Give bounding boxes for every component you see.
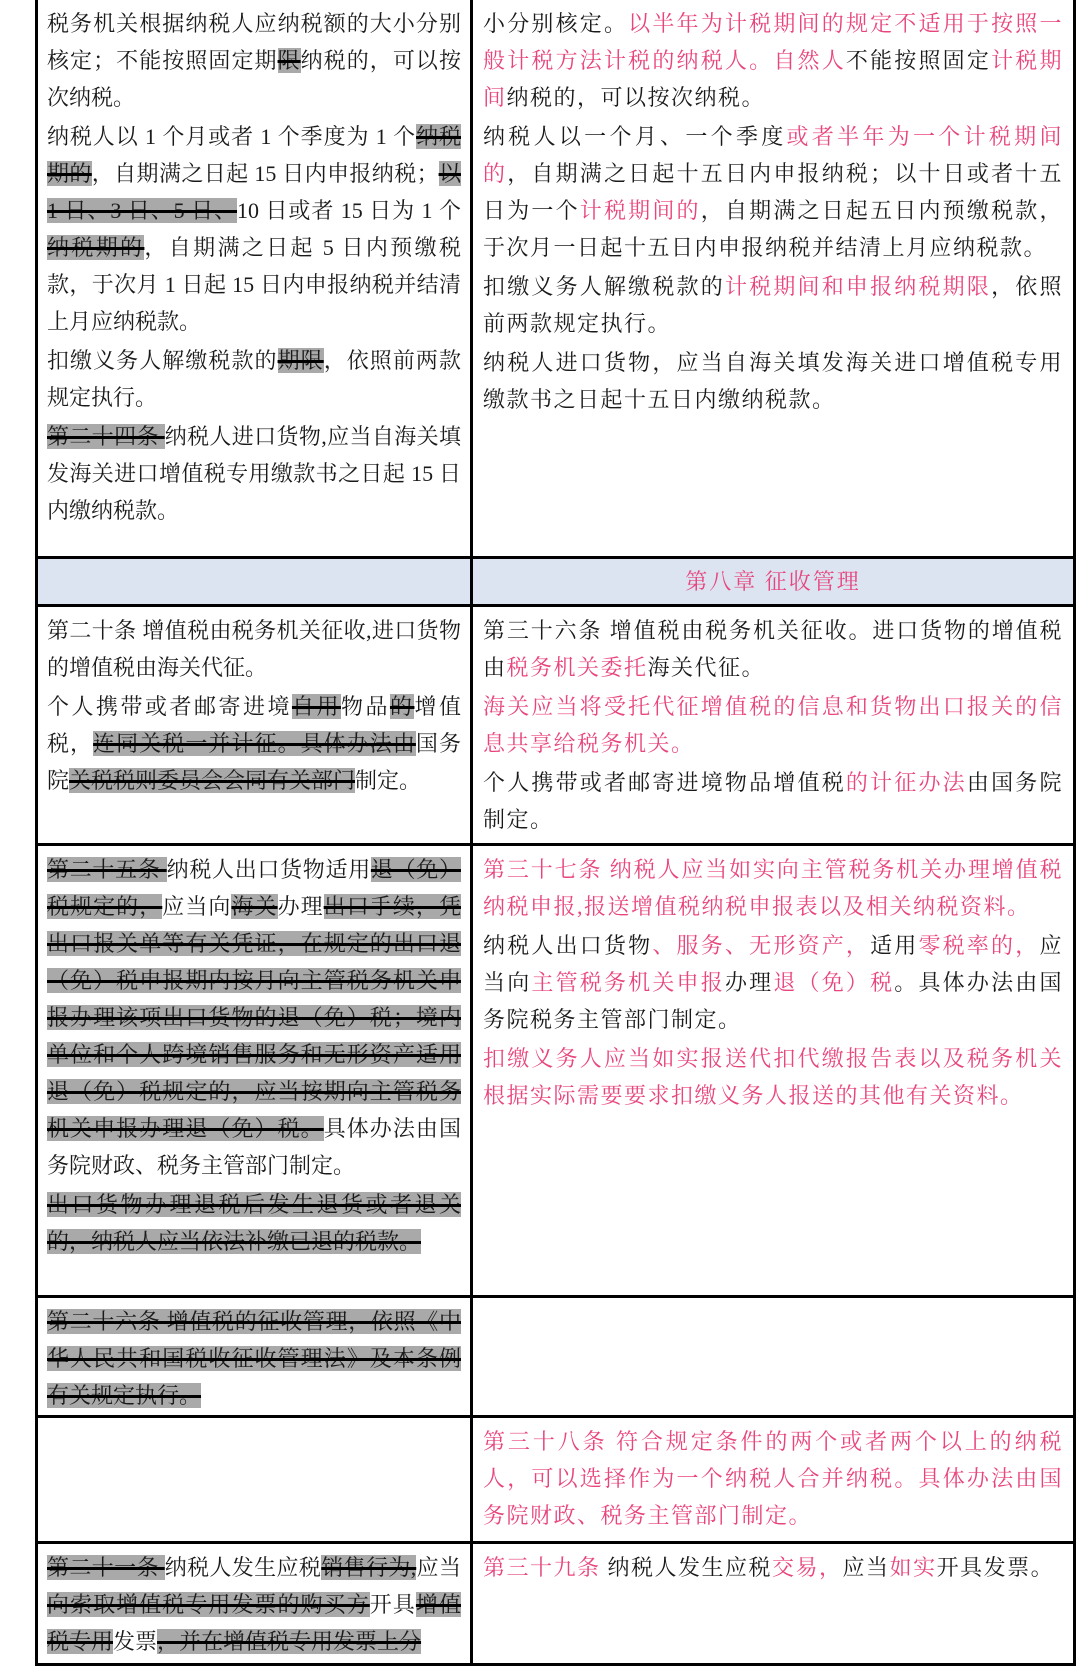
paragraph <box>483 1423 1063 1534</box>
comparison-row <box>38 1541 1073 1663</box>
chapter-cell-left <box>38 559 473 604</box>
text-run-normal: 发票 <box>113 1629 158 1654</box>
text-run-normal: 纳税人以 1 个月或者 1 个季度为 1 个 <box>47 124 417 149</box>
paragraph <box>47 1303 461 1414</box>
text-run-deleted: 连同关税一并计征。具体办法由 <box>93 731 416 756</box>
paragraph <box>47 118 461 340</box>
paragraph <box>47 342 461 416</box>
new-text-cell <box>473 846 1073 1295</box>
chapter-heading: 第八章 征收管理 <box>685 569 861 594</box>
text-run-normal: 个人携带或者邮寄进境物品增值税 <box>483 770 846 795</box>
text-run-normal: 由国务院制定。 <box>483 770 1063 832</box>
paragraph <box>483 118 1063 266</box>
text-run-normal: 制定。 <box>355 768 422 793</box>
text-run-deleted: 海关 <box>231 894 278 919</box>
text-run-normal: 扣缴义务人解缴税款的 <box>483 274 725 299</box>
text-run-inserted: 第三十八条 符合规定条件的两个或者两个以上的纳税人，可以选择作为一个纳税人合并纳税。具体办法由国务院财政、税务主管部门制定。 <box>483 1429 1063 1528</box>
paragraph <box>47 418 461 529</box>
paragraph <box>47 1549 461 1660</box>
text-run-normal: 开具发票。 <box>936 1555 1055 1580</box>
text-run-normal: 纳税人发生应税 <box>164 1555 322 1580</box>
text-run-normal: 物品 <box>340 694 390 719</box>
text-run-normal: 第三十六条 增值税由税务机关征收。进口货物的增值税由 <box>483 618 1063 680</box>
text-run-deleted: 期限 <box>277 348 324 373</box>
text-run-inserted: 扣缴义务人应当如实报送代扣代缴报告表以及税务机关根据实际需要要求扣缴义务人报送的其他有关资料。 <box>483 1046 1063 1108</box>
chapter-cell-right <box>473 559 1073 604</box>
text-run-normal: 纳税人发生应税 <box>600 1555 773 1580</box>
text-run-deleted: 向索取增值税专用发票的购买方 <box>47 1592 370 1617</box>
text-run-normal: 开具 <box>369 1592 416 1617</box>
text-run-normal: 办理 <box>277 894 324 919</box>
text-run-normal: 税务机关根据纳税人应纳税额的大小分别核定；不能按照固定期 <box>47 11 461 73</box>
text-run-inserted: 退（免）税 <box>773 970 895 995</box>
text-run-normal: 应当 <box>416 1555 461 1580</box>
text-run-inserted: 主管税务机关申报 <box>531 970 725 995</box>
text-run-deleted: 纳税期的 <box>47 124 461 186</box>
old-text-cell <box>38 1544 473 1663</box>
text-run-inserted: 第三十九条 <box>483 1555 601 1580</box>
comparison-row <box>38 1415 1073 1541</box>
text-run-normal: 办理 <box>724 970 774 995</box>
text-run-deleted: 出口货物办理退税后发生退货或者退关的，纳税人应当依法补缴已退的税款。 <box>47 1192 461 1254</box>
text-run-normal: 纳税人出口货物适用 <box>166 857 371 882</box>
paragraph <box>47 1186 461 1260</box>
text-run-normal: ，自期满之日起 15 日内申报纳税； <box>91 161 439 186</box>
old-text-cell <box>38 846 473 1295</box>
text-run-normal: 纳税人以一个月、一个季度 <box>483 124 787 149</box>
paragraph <box>483 1549 1063 1586</box>
text-run-inserted: 或者半年为一个计税期间的 <box>483 124 1063 186</box>
text-run-deleted: 出口手续，凭出口报关单等有关凭证，在规定的出口退（免）税申报期内按月向主管税务机关申报办理该项出口货物的退（免）税；境内单位和个人跨境销售服务和无形资产适用退（免）税规定的，应当按期向主管税务机关申报办理退（免）税。 <box>47 894 461 1141</box>
text-run-normal: ，自期满之日起十五日内申报纳税；以十日或者十五日为一个 <box>483 161 1063 223</box>
text-run-inserted: 计税期间和申报纳税期限 <box>724 274 992 299</box>
text-run-deleted: 第二十六条 增值税的征收管理，依照《中华人民共和国税收征收管理法》及本条例有关规定执行。 <box>47 1309 461 1408</box>
text-run-normal: 适用 <box>870 933 919 958</box>
paragraph <box>47 612 461 686</box>
text-run-deleted: 第二十一条 <box>47 1555 165 1580</box>
text-run-deleted: ，并在增值税专用发票上分 <box>157 1629 422 1654</box>
text-run-deleted: 关税税则委员会会同有关部门 <box>69 768 356 793</box>
paragraph <box>483 268 1063 342</box>
paragraph <box>483 688 1063 762</box>
new-text-cell <box>473 607 1073 843</box>
text-run-normal: 海关代征。 <box>647 655 766 680</box>
text-run-inserted: 税务机关委托 <box>506 655 648 680</box>
text-run-deleted: 退（免）税规定的， <box>47 857 461 919</box>
comparison-row <box>38 843 1073 1295</box>
text-run-normal: 。具体办法由国务院税务主管部门制定。 <box>483 970 1063 1032</box>
old-text-cell <box>38 1298 473 1415</box>
paragraph <box>483 612 1063 686</box>
text-run-deleted: 纳税期的 <box>47 235 145 260</box>
chapter-row <box>38 556 1073 604</box>
paragraph <box>483 1040 1063 1114</box>
text-run-normal: 应当向 <box>162 894 232 919</box>
comparison-row <box>38 0 1073 556</box>
text-run-normal: ，自期满之日起 5 日内预缴税款，于次月 1 日起 15 日内申报纳税并结清上月应纳税款。 <box>47 235 461 334</box>
text-run-deleted: 销售行为, <box>321 1555 417 1580</box>
old-text-cell <box>38 1418 473 1541</box>
comparison-table <box>35 0 1076 1666</box>
text-run-normal: 纳税的，可以按次纳税。 <box>506 85 766 110</box>
paragraph <box>483 344 1063 418</box>
text-run-inserted: 如实 <box>889 1555 937 1580</box>
new-text-cell <box>473 1298 1073 1415</box>
text-run-deleted: 第二十四条 <box>47 424 165 449</box>
text-run-normal: 纳税人出口货物 <box>483 933 653 958</box>
text-run-deleted: 的 <box>389 694 415 719</box>
text-run-normal: 纳税人进口货物，应当自海关填发海关进口增值税专用缴款书之日起十五日内缴纳税款。 <box>483 350 1063 412</box>
text-run-normal: ，依照前两款规定执行。 <box>483 274 1063 336</box>
text-run-normal: 应当向 <box>483 933 1063 995</box>
paragraph <box>483 927 1063 1038</box>
text-run-normal: 具体办法由国务院财政、税务主管部门制定。 <box>47 1116 461 1178</box>
new-text-cell <box>473 1418 1073 1541</box>
text-run-normal: 应当 <box>842 1555 890 1580</box>
text-run-deleted: 以 1 日、3 日、5 日、 <box>47 161 461 223</box>
text-run-deleted: 增值税专用 <box>47 1592 461 1654</box>
text-run-inserted: 、服务、无形资产， <box>652 933 871 958</box>
text-run-normal: 增值税， <box>47 694 461 756</box>
text-run-deleted: 自用 <box>291 694 341 719</box>
text-run-deleted: 限 <box>277 48 301 73</box>
text-run-normal: ，依照前两款规定执行。 <box>47 348 461 410</box>
paragraph <box>47 688 461 799</box>
comparison-row <box>38 1295 1073 1415</box>
text-run-deleted: 第二十五条 <box>47 857 167 882</box>
text-run-normal: 不能按照固定 <box>845 48 992 73</box>
text-run-inserted: 的计征办法 <box>845 770 967 795</box>
text-run-inserted: 零税率的， <box>918 933 1040 958</box>
comparison-row <box>38 604 1073 843</box>
text-run-normal: 个人携带或者邮寄进境 <box>47 694 292 719</box>
text-run-normal: ，自期满之日起五日内预缴税款，于次月一日起十五日内申报纳税并结清上月应纳税款。 <box>483 198 1063 260</box>
old-text-cell <box>38 0 473 556</box>
text-run-normal: 10 日或者 15 日为 1 个 <box>237 198 461 223</box>
text-run-inserted: 交易， <box>772 1555 843 1580</box>
text-run-normal: 纳税人进口货物,应当自海关填发海关进口增值税专用缴款书之日起 15 日内缴纳税款。 <box>47 424 461 523</box>
new-text-cell <box>473 0 1073 556</box>
new-text-cell <box>473 1544 1073 1663</box>
text-run-normal: 纳税的，可以按次纳税。 <box>47 48 461 110</box>
text-run-inserted: 第三十七条 纳税人应当如实向主管税务机关办理增值税纳税申报,报送增值税纳税申报表以及相关纳税资料。 <box>483 857 1063 919</box>
paragraph <box>47 851 461 1184</box>
text-run-normal: 扣缴义务人解缴税款的 <box>47 348 278 373</box>
old-text-cell <box>38 607 473 843</box>
text-run-normal: 第二十条 增值税由税务机关征收,进口货物的增值税由海关代征。 <box>47 618 461 680</box>
text-run-normal: 小分别核定。 <box>483 11 629 36</box>
paragraph <box>483 5 1063 116</box>
text-run-inserted: 海关应当将受托代征增值税的信息和货物出口报关的信息共享给税务机关。 <box>483 694 1063 756</box>
paragraph <box>47 5 461 116</box>
paragraph <box>483 764 1063 838</box>
paragraph <box>483 851 1063 925</box>
text-run-inserted: 计税期间的 <box>579 198 701 223</box>
text-run-normal: 国务院 <box>47 731 461 793</box>
text-run-inserted: 以半年为计税期间的规定不适用于按照一般计税方法计税的纳税人。自然人 <box>483 11 1063 73</box>
text-run-inserted: 计税期间 <box>483 48 1063 110</box>
